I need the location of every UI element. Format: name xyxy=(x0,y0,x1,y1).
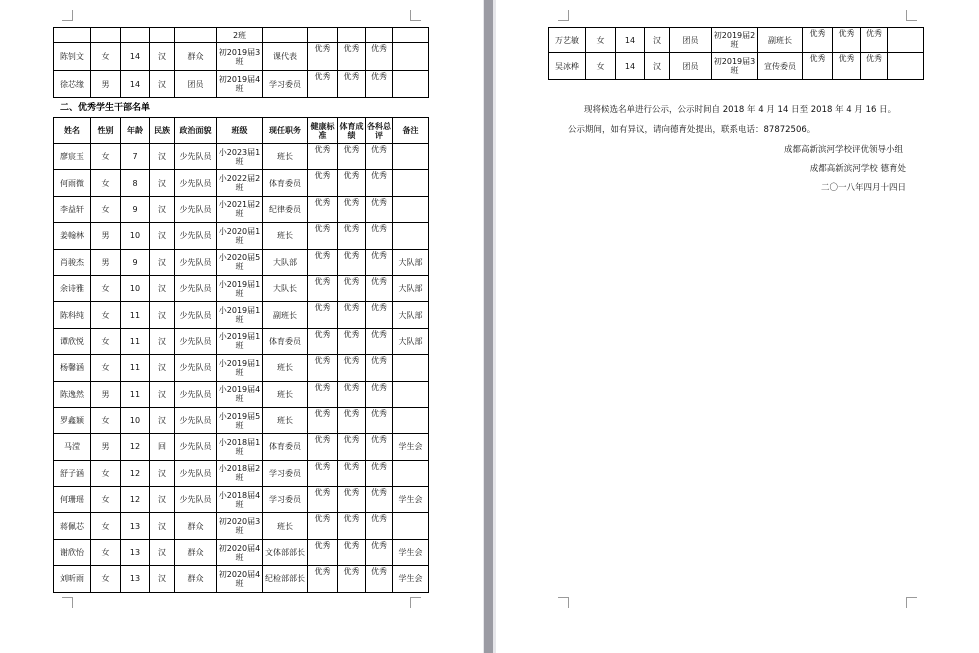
overall-cell: 优秀 xyxy=(366,71,393,98)
table-row xyxy=(54,28,429,43)
ethnic-cell xyxy=(150,28,175,43)
duty-cell: 班长 xyxy=(263,223,308,249)
ethnic-cell: 汉 xyxy=(150,513,175,539)
ethnic-cell: 汉 xyxy=(150,196,175,222)
ethnic-cell: 汉 xyxy=(150,355,175,381)
note-cell xyxy=(888,53,924,80)
duty-cell: 班长 xyxy=(263,407,308,433)
table-row xyxy=(54,170,429,196)
age-cell: 14 xyxy=(121,71,150,98)
note-cell xyxy=(393,170,429,196)
name-cell: 姜翰林 xyxy=(54,223,91,249)
class-cell: 小2020届1班 xyxy=(217,223,263,249)
class-cell: 初2019届2班 xyxy=(712,28,758,53)
ethnic-cell: 汉 xyxy=(150,43,175,71)
age-cell xyxy=(121,28,150,43)
ethnic-cell: 汉 xyxy=(150,302,175,328)
gender-cell: 女 xyxy=(91,302,121,328)
health-cell: 优秀 xyxy=(308,513,338,539)
name-cell: 余诗雅 xyxy=(54,275,91,301)
table-row xyxy=(549,53,924,80)
gender-cell: 女 xyxy=(91,43,121,71)
duty-cell: 大队长 xyxy=(263,275,308,301)
column-header: 姓名 xyxy=(54,118,91,144)
sport-cell: 优秀 xyxy=(338,275,366,301)
document-page-right xyxy=(496,0,979,653)
age-cell: 11 xyxy=(121,328,150,354)
health-cell: 优秀 xyxy=(308,381,338,407)
page-corner-mark xyxy=(906,10,917,21)
gender-cell: 女 xyxy=(91,566,121,592)
column-header: 备注 xyxy=(393,118,429,144)
note-cell xyxy=(393,196,429,222)
duty-cell: 体育委员 xyxy=(263,434,308,460)
note-cell: 大队部 xyxy=(393,302,429,328)
ethnic-cell: 汉 xyxy=(150,487,175,513)
ethnic-cell: 汉 xyxy=(150,407,175,433)
duty-cell: 副班长 xyxy=(758,28,803,53)
age-cell: 12 xyxy=(121,487,150,513)
sport-cell: 优秀 xyxy=(338,249,366,275)
health-cell: 优秀 xyxy=(308,170,338,196)
class-cell: 小2019届1班 xyxy=(217,328,263,354)
name-cell: 谢欣怡 xyxy=(54,539,91,565)
duty-cell: 学习委员 xyxy=(263,487,308,513)
ethnic-cell: 汉 xyxy=(150,328,175,354)
ethnic-cell: 汉 xyxy=(150,71,175,98)
sport-cell: 优秀 xyxy=(338,43,366,71)
political-status-cell: 群众 xyxy=(175,513,217,539)
note-cell xyxy=(393,223,429,249)
class-cell: 小2019届1班 xyxy=(217,275,263,301)
health-cell: 优秀 xyxy=(308,539,338,565)
gender-cell xyxy=(91,28,121,43)
name-cell: 舒子涵 xyxy=(54,460,91,486)
political-status-cell: 少先队员 xyxy=(175,223,217,249)
note-cell: 学生会 xyxy=(393,434,429,460)
ethnic-cell: 汉 xyxy=(150,144,175,170)
overall-cell: 优秀 xyxy=(366,223,393,249)
health-cell: 优秀 xyxy=(308,196,338,222)
class-cell: 初2020届3班 xyxy=(217,513,263,539)
notice-date: 二〇一八年四月十四日 xyxy=(820,183,906,193)
age-cell: 8 xyxy=(121,170,150,196)
gender-cell: 女 xyxy=(91,275,121,301)
ethnic-cell: 回 xyxy=(150,434,175,460)
note-cell xyxy=(393,407,429,433)
political-status-cell: 少先队员 xyxy=(175,434,217,460)
gender-cell: 男 xyxy=(91,223,121,249)
page-corner-mark xyxy=(410,597,421,608)
health-cell: 优秀 xyxy=(308,71,338,98)
overall-cell: 优秀 xyxy=(366,196,393,222)
age-cell: 10 xyxy=(121,275,150,301)
class-cell: 小2023届1班 xyxy=(217,144,263,170)
note-cell: 大队部 xyxy=(393,328,429,354)
gender-cell: 男 xyxy=(91,71,121,98)
age-cell: 12 xyxy=(121,460,150,486)
table-row xyxy=(549,28,924,53)
overall-cell: 优秀 xyxy=(366,144,393,170)
health-cell: 优秀 xyxy=(308,328,338,354)
table-row xyxy=(54,275,429,301)
political-status-cell: 少先队员 xyxy=(175,355,217,381)
class-cell: 初2020届4班 xyxy=(217,539,263,565)
sport-cell: 优秀 xyxy=(338,196,366,222)
page-corner-mark xyxy=(906,597,917,608)
political-status-cell: 群众 xyxy=(175,539,217,565)
overall-cell: 优秀 xyxy=(366,487,393,513)
table-row xyxy=(54,71,429,98)
overall-cell: 优秀 xyxy=(366,434,393,460)
health-cell: 优秀 xyxy=(308,223,338,249)
health-cell: 优秀 xyxy=(308,434,338,460)
overall-cell: 优秀 xyxy=(366,43,393,71)
duty-cell: 大队部 xyxy=(263,249,308,275)
sport-cell xyxy=(338,28,366,43)
class-cell: 2班 xyxy=(217,28,263,43)
duty-cell: 体育委员 xyxy=(263,328,308,354)
name-cell: 刘昕雨 xyxy=(54,566,91,592)
duty-cell: 体育委员 xyxy=(263,170,308,196)
gender-cell: 女 xyxy=(91,328,121,354)
column-header: 现任职务 xyxy=(263,118,308,144)
age-cell: 14 xyxy=(616,28,645,53)
note-cell xyxy=(393,28,429,43)
sport-cell: 优秀 xyxy=(338,355,366,381)
duty-cell: 宣传委员 xyxy=(758,53,803,80)
overall-cell: 优秀 xyxy=(861,53,888,80)
column-header: 各科总评 xyxy=(366,118,393,144)
gender-cell: 女 xyxy=(91,407,121,433)
note-cell xyxy=(393,43,429,71)
overall-cell: 优秀 xyxy=(366,566,393,592)
name-cell: 徐芯缘 xyxy=(54,71,91,98)
class-cell: 小2019届4班 xyxy=(217,381,263,407)
political-status-cell: 少先队员 xyxy=(175,302,217,328)
duty-cell: 班长 xyxy=(263,513,308,539)
name-cell: 罗鑫颖 xyxy=(54,407,91,433)
note-cell: 大队部 xyxy=(393,249,429,275)
duty-cell: 副班长 xyxy=(263,302,308,328)
overall-cell: 优秀 xyxy=(366,381,393,407)
ethnic-cell: 汉 xyxy=(150,539,175,565)
age-cell: 10 xyxy=(121,223,150,249)
health-cell: 优秀 xyxy=(308,487,338,513)
ethnic-cell: 汉 xyxy=(150,381,175,407)
health-cell: 优秀 xyxy=(308,302,338,328)
class-cell: 小2018届4班 xyxy=(217,487,263,513)
student-table-continued xyxy=(53,27,429,98)
sport-cell: 优秀 xyxy=(338,170,366,196)
political-status-cell: 少先队员 xyxy=(175,460,217,486)
gender-cell: 女 xyxy=(91,144,121,170)
notice-line-1: 现将候选名单进行公示，公示时间自 2018 年 4 月 14 日至 2018 年 4 月 16 日。 xyxy=(584,105,897,115)
health-cell: 优秀 xyxy=(308,407,338,433)
political-status-cell: 少先队员 xyxy=(175,170,217,196)
name-cell: 何珊瑶 xyxy=(54,487,91,513)
name-cell: 万艺敏 xyxy=(549,28,586,53)
name-cell: 廖宸玉 xyxy=(54,144,91,170)
table-row xyxy=(54,381,429,407)
health-cell: 优秀 xyxy=(308,566,338,592)
column-header: 班级 xyxy=(217,118,263,144)
overall-cell: 优秀 xyxy=(366,328,393,354)
gender-cell: 女 xyxy=(586,28,616,53)
political-status-cell: 团员 xyxy=(670,53,712,80)
overall-cell: 优秀 xyxy=(366,249,393,275)
class-cell: 小2019届5班 xyxy=(217,407,263,433)
gutter-bar xyxy=(484,0,493,653)
duty-cell: 学习委员 xyxy=(263,460,308,486)
health-cell: 优秀 xyxy=(308,275,338,301)
signature-office: 成都高新滨河学校 德育处 xyxy=(809,164,906,174)
sport-cell: 优秀 xyxy=(833,53,861,80)
gender-cell: 男 xyxy=(91,381,121,407)
column-header: 年龄 xyxy=(121,118,150,144)
notice-line-2: 公示期间，如有异议，请向德育处提出，联系电话：87872506。 xyxy=(568,125,816,135)
overall-cell: 优秀 xyxy=(366,460,393,486)
ethnic-cell: 汉 xyxy=(150,170,175,196)
health-cell: 优秀 xyxy=(308,460,338,486)
table-row xyxy=(54,249,429,275)
column-header: 体育成绩 xyxy=(338,118,366,144)
name-cell xyxy=(54,28,91,43)
ethnic-cell: 汉 xyxy=(150,223,175,249)
sport-cell: 优秀 xyxy=(338,539,366,565)
column-header: 政治面貌 xyxy=(175,118,217,144)
sport-cell: 优秀 xyxy=(338,223,366,249)
page-corner-mark xyxy=(62,597,73,608)
overall-cell: 优秀 xyxy=(366,275,393,301)
age-cell: 11 xyxy=(121,381,150,407)
age-cell: 10 xyxy=(121,407,150,433)
sport-cell: 优秀 xyxy=(338,407,366,433)
document-page-left xyxy=(0,0,483,653)
name-cell: 肖骏杰 xyxy=(54,249,91,275)
class-cell: 小2018届2班 xyxy=(217,460,263,486)
duty-cell: 纪检部部长 xyxy=(263,566,308,592)
gender-cell: 女 xyxy=(586,53,616,80)
political-status-cell: 少先队员 xyxy=(175,487,217,513)
table-row xyxy=(54,434,429,460)
note-cell xyxy=(393,355,429,381)
sport-cell: 优秀 xyxy=(338,328,366,354)
overall-cell xyxy=(366,28,393,43)
age-cell: 13 xyxy=(121,513,150,539)
name-cell: 谭欣悦 xyxy=(54,328,91,354)
ethnic-cell: 汉 xyxy=(150,566,175,592)
table-row xyxy=(54,566,429,592)
name-cell: 陈钊文 xyxy=(54,43,91,71)
overall-cell: 优秀 xyxy=(366,170,393,196)
sport-cell: 优秀 xyxy=(338,71,366,98)
name-cell: 吴冰桦 xyxy=(549,53,586,80)
note-cell: 学生会 xyxy=(393,539,429,565)
ethnic-cell: 汉 xyxy=(150,249,175,275)
health-cell: 优秀 xyxy=(803,53,833,80)
gender-cell: 女 xyxy=(91,355,121,381)
duty-cell: 文体部部长 xyxy=(263,539,308,565)
overall-cell: 优秀 xyxy=(861,28,888,53)
gender-cell: 女 xyxy=(91,487,121,513)
political-status-cell: 少先队员 xyxy=(175,381,217,407)
class-cell: 初2020届4班 xyxy=(217,566,263,592)
political-status-cell: 团员 xyxy=(175,71,217,98)
section-title: 二、优秀学生干部名单 xyxy=(60,103,151,113)
duty-cell: 课代表 xyxy=(263,43,308,71)
table-row xyxy=(54,460,429,486)
sport-cell: 优秀 xyxy=(338,460,366,486)
cadre-table xyxy=(53,117,429,593)
note-cell xyxy=(393,71,429,98)
table-row xyxy=(54,43,429,71)
note-cell: 大队部 xyxy=(393,275,429,301)
sport-cell: 优秀 xyxy=(338,487,366,513)
political-status-cell: 少先队员 xyxy=(175,196,217,222)
page-corner-mark xyxy=(410,10,421,21)
age-cell: 9 xyxy=(121,196,150,222)
health-cell: 优秀 xyxy=(803,28,833,53)
table-row xyxy=(54,196,429,222)
column-header: 健康标准 xyxy=(308,118,338,144)
class-cell: 小2021届2班 xyxy=(217,196,263,222)
duty-cell: 班长 xyxy=(263,355,308,381)
political-status-cell: 少先队员 xyxy=(175,407,217,433)
political-status-cell: 少先队员 xyxy=(175,249,217,275)
signature-committee: 成都高新滨河学校评优领导小组 xyxy=(783,145,903,155)
table-row xyxy=(54,513,429,539)
sport-cell: 优秀 xyxy=(338,513,366,539)
ethnic-cell: 汉 xyxy=(150,460,175,486)
age-cell: 14 xyxy=(616,53,645,80)
column-header: 性别 xyxy=(91,118,121,144)
class-cell: 小2020届5班 xyxy=(217,249,263,275)
political-status-cell: 团员 xyxy=(670,28,712,53)
class-cell: 初2019届3班 xyxy=(712,53,758,80)
table-row xyxy=(54,302,429,328)
table-row xyxy=(54,328,429,354)
page-corner-mark xyxy=(62,10,73,21)
note-cell xyxy=(393,144,429,170)
duty-cell: 班长 xyxy=(263,144,308,170)
note-cell xyxy=(393,513,429,539)
health-cell xyxy=(308,28,338,43)
duty-cell: 纪律委员 xyxy=(263,196,308,222)
table-row xyxy=(54,407,429,433)
note-cell xyxy=(888,28,924,53)
name-cell: 蒋佩芯 xyxy=(54,513,91,539)
name-cell: 陈科纯 xyxy=(54,302,91,328)
page-gutter xyxy=(483,0,496,653)
overall-cell: 优秀 xyxy=(366,407,393,433)
class-cell: 小2019届1班 xyxy=(217,355,263,381)
health-cell: 优秀 xyxy=(308,249,338,275)
column-header: 民族 xyxy=(150,118,175,144)
overall-cell: 优秀 xyxy=(366,302,393,328)
duty-cell: 班长 xyxy=(263,381,308,407)
name-cell: 杨馨涵 xyxy=(54,355,91,381)
page-corner-mark xyxy=(558,10,569,21)
sport-cell: 优秀 xyxy=(338,381,366,407)
political-status-cell: 少先队员 xyxy=(175,328,217,354)
health-cell: 优秀 xyxy=(308,144,338,170)
gender-cell: 男 xyxy=(91,249,121,275)
name-cell: 马滢 xyxy=(54,434,91,460)
political-status-cell: 少先队员 xyxy=(175,275,217,301)
table-header-row xyxy=(54,118,429,144)
table-row xyxy=(54,355,429,381)
overall-cell: 优秀 xyxy=(366,355,393,381)
political-status-cell: 群众 xyxy=(175,566,217,592)
ethnic-cell: 汉 xyxy=(645,28,670,53)
ethnic-cell: 汉 xyxy=(645,53,670,80)
age-cell: 7 xyxy=(121,144,150,170)
sport-cell: 优秀 xyxy=(338,144,366,170)
sport-cell: 优秀 xyxy=(338,566,366,592)
note-cell xyxy=(393,460,429,486)
class-cell: 小2018届1班 xyxy=(217,434,263,460)
cadre-table-continued xyxy=(548,27,924,80)
age-cell: 13 xyxy=(121,539,150,565)
note-cell xyxy=(393,381,429,407)
gender-cell: 女 xyxy=(91,513,121,539)
age-cell: 14 xyxy=(121,43,150,71)
name-cell: 何雨微 xyxy=(54,170,91,196)
ethnic-cell: 汉 xyxy=(150,275,175,301)
health-cell: 优秀 xyxy=(308,355,338,381)
page-corner-mark xyxy=(558,597,569,608)
overall-cell: 优秀 xyxy=(366,539,393,565)
political-status-cell: 群众 xyxy=(175,43,217,71)
age-cell: 13 xyxy=(121,566,150,592)
name-cell: 陈逸然 xyxy=(54,381,91,407)
class-cell: 小2019届1班 xyxy=(217,302,263,328)
class-cell: 初2019届3班 xyxy=(217,43,263,71)
political-status-cell: 少先队员 xyxy=(175,144,217,170)
gender-cell: 女 xyxy=(91,196,121,222)
duty-cell xyxy=(263,28,308,43)
gender-cell: 女 xyxy=(91,460,121,486)
duty-cell: 学习委员 xyxy=(263,71,308,98)
table-row xyxy=(54,144,429,170)
age-cell: 12 xyxy=(121,434,150,460)
gender-cell: 男 xyxy=(91,434,121,460)
gender-cell: 女 xyxy=(91,539,121,565)
overall-cell: 优秀 xyxy=(366,513,393,539)
political-status-cell xyxy=(175,28,217,43)
age-cell: 11 xyxy=(121,355,150,381)
sport-cell: 优秀 xyxy=(833,28,861,53)
class-cell: 小2022届2班 xyxy=(217,170,263,196)
table-row xyxy=(54,539,429,565)
note-cell: 学生会 xyxy=(393,566,429,592)
table-row xyxy=(54,223,429,249)
gender-cell: 女 xyxy=(91,170,121,196)
class-cell: 初2019届4班 xyxy=(217,71,263,98)
name-cell: 李益轩 xyxy=(54,196,91,222)
table-row xyxy=(54,487,429,513)
sport-cell: 优秀 xyxy=(338,434,366,460)
note-cell: 学生会 xyxy=(393,487,429,513)
age-cell: 9 xyxy=(121,249,150,275)
sport-cell: 优秀 xyxy=(338,302,366,328)
age-cell: 11 xyxy=(121,302,150,328)
health-cell: 优秀 xyxy=(308,43,338,71)
